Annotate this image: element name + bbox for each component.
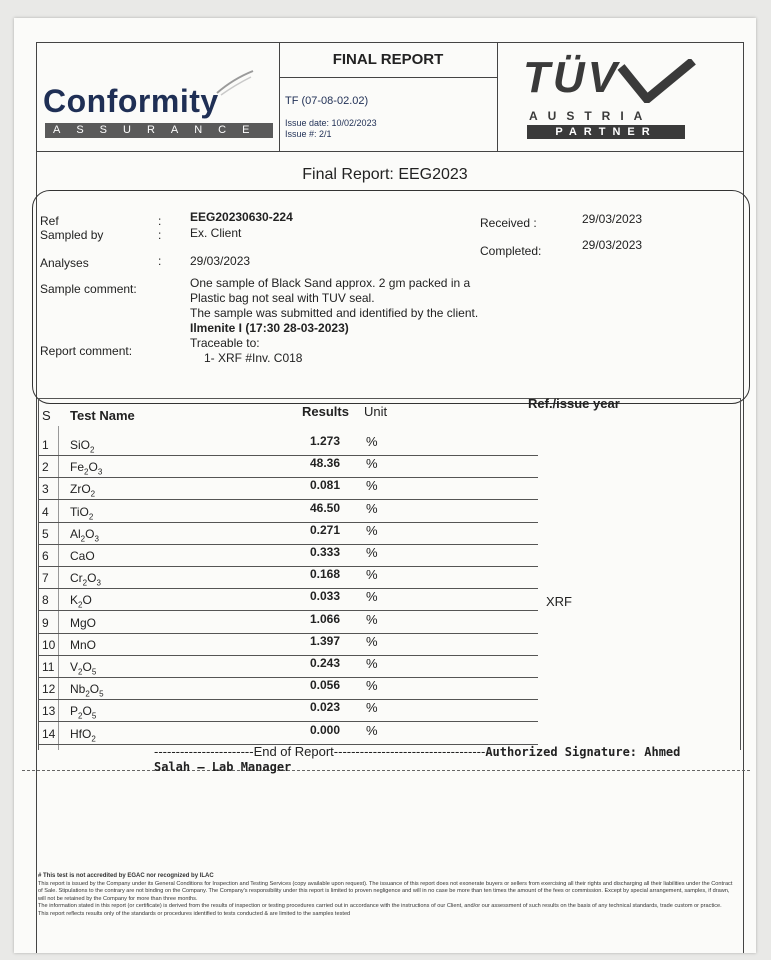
test-name: $Nb_2O_5$ [70, 682, 104, 699]
sample-comment-line: One sample of Black Sand approx. 2 gm packed in a [190, 276, 471, 290]
sampled-label: Sampled by [40, 228, 104, 242]
result-value: 1.397 [310, 633, 341, 648]
row-number: 11 [42, 660, 55, 674]
row-rule [38, 721, 538, 722]
result-value: 0.271 [310, 522, 341, 537]
result-unit: % [366, 656, 378, 671]
company-tagline: ASSURANCE [45, 123, 273, 138]
end-of-report-text: -----------------------End of Report----------------------------------- [154, 744, 486, 759]
result-value: 0.000 [310, 722, 341, 737]
issue-number: Issue #: 2/1 [285, 129, 332, 139]
col-header-ref: Ref./issue year [528, 396, 620, 411]
result-unit: % [366, 434, 378, 449]
row-number: 3 [42, 482, 49, 497]
colon: : [158, 214, 162, 228]
report-title: Final Report: EEG2023 [302, 166, 468, 183]
issue-date: Issue date: 10/02/2023 [285, 118, 377, 128]
row-rule [38, 499, 538, 500]
test-name: $V_2O_5$ [70, 660, 97, 677]
sample-comment-label: Sample comment: [40, 282, 137, 296]
signature: Authorized Signature: Ahmed Salah – Lab Manager [154, 745, 681, 774]
result-value: 0.033 [310, 589, 341, 604]
test-name: $K_2O$ [70, 593, 92, 610]
result-value: 0.168 [310, 567, 341, 582]
company-logo-block [37, 43, 280, 151]
report-meta-block [279, 43, 498, 151]
result-value: 0.333 [310, 545, 341, 559]
row-rule [38, 588, 538, 589]
accreditation-note: # This test is not accredited by EGAC nor recognized by ILAC [38, 873, 214, 879]
sample-comment-line: The sample was submitted and identified by the client. [190, 306, 479, 320]
result-unit: % [366, 478, 378, 494]
row-number: 8 [42, 593, 49, 608]
footer-paragraph: This report reflects results only of the standards or procedures identified to tests conducted & are limited to the samples tested [38, 910, 351, 917]
report-type: FINAL REPORT [279, 43, 497, 78]
sampled-value: Ex. Client [190, 226, 242, 240]
received-label: Received : [480, 216, 537, 230]
footer-paragraph: This report is issued by the Company under its General Conditions for Inspection and Testing Services (copy available upon request). The issuance of this report does not exonerate buyers or sellers from exercising all their rights and discharging all their liabilities under the Contract of Sale. Stipulations to the contrary are not binding on the Company. The Company's responsibility under this report is limited to proven negligence and will in no case be more than ten times the amount of the fees or commission. Except by special arrangement, samples, if drawn, will not be retained by the Company for more than three months. [38, 880, 733, 902]
row-rule [38, 544, 538, 545]
table-top-rule [38, 398, 740, 399]
row-number: 13 [42, 704, 56, 719]
report-page [14, 18, 756, 953]
row-number: 1 [42, 438, 49, 452]
row-number: 4 [42, 504, 49, 519]
test-name: TiO$_2$ [70, 504, 94, 521]
completed-label: Completed: [480, 244, 542, 258]
result-unit: % [366, 722, 378, 738]
row-rule [38, 477, 538, 478]
test-name: CaO [70, 549, 95, 563]
row-number: 7 [42, 571, 49, 586]
test-name: MnO [70, 637, 97, 652]
colon: : [158, 254, 162, 268]
result-unit: % [366, 589, 378, 605]
col-header-test: Test Name [70, 408, 135, 423]
col-header-s: S [42, 408, 51, 423]
partner-check-icon [617, 59, 697, 103]
partner-logo: TÜV [523, 53, 620, 102]
result-unit: % [366, 567, 378, 583]
row-rule [38, 677, 538, 678]
result-unit: % [366, 633, 378, 649]
report-header [37, 43, 743, 152]
form-code: TF (07-08-02.02) [285, 95, 369, 107]
result-value: 0.023 [310, 700, 341, 715]
test-name: SiO$_2$ [70, 438, 95, 455]
table-border [740, 398, 741, 750]
sample-comment [190, 276, 478, 366]
result-value: 1.273 [310, 434, 341, 448]
company-logo: Conformity [43, 83, 219, 119]
traceable-item: 1- XRF #Inv. C018 [204, 351, 303, 365]
result-unit: % [366, 611, 378, 627]
row-rule [38, 455, 538, 456]
result-value: 0.081 [310, 478, 341, 493]
result-unit: % [366, 522, 378, 538]
col-header-results: Results [302, 404, 349, 419]
test-name: MgO [70, 615, 97, 630]
test-name: $Fe_2O_3$ [70, 460, 103, 477]
col-header-unit: Unit [364, 404, 388, 419]
issue-info [285, 118, 377, 140]
result-unit: % [366, 678, 378, 694]
row-number: 9 [42, 615, 49, 630]
result-unit: % [366, 700, 378, 716]
completed-value: 29/03/2023 [582, 238, 643, 252]
partner-country: AUSTRIA [529, 109, 653, 123]
row-rule [38, 699, 538, 700]
legal-footer [38, 873, 738, 919]
row-number: 12 [42, 682, 56, 697]
traceable: Traceable to: [190, 336, 260, 350]
test-name: HfO$_2$ [70, 726, 96, 743]
result-value: 0.056 [310, 678, 341, 693]
row-rule [38, 633, 538, 634]
test-name: $P_2O_5$ [70, 704, 97, 721]
test-name: ZrO$_2$ [70, 482, 96, 499]
result-value: 48.36 [310, 456, 341, 471]
analyses-value: 29/03/2023 [190, 254, 251, 268]
ref-label: Ref [40, 214, 59, 228]
sample-comment-line: Plastic bag not seal with TUV seal. [190, 291, 375, 305]
sample-id: Ilmenite I (17:30 28-03-2023) [190, 321, 349, 335]
result-unit: % [366, 456, 378, 472]
row-rule [38, 522, 538, 523]
result-value: 0.243 [310, 656, 341, 670]
partner-word: PARTNER [527, 125, 685, 139]
row-number: 14 [42, 726, 56, 741]
row-number: 6 [42, 549, 49, 563]
row-rule [38, 655, 538, 656]
table-border [38, 398, 39, 750]
row-number: 10 [42, 637, 56, 652]
method-label: XRF [546, 594, 572, 609]
analyses-label: Analyses [40, 256, 89, 270]
result-value: 46.50 [310, 500, 341, 515]
result-unit: % [366, 500, 378, 516]
row-number: 2 [42, 460, 49, 475]
row-number: 5 [42, 526, 49, 541]
sample-info [40, 210, 740, 394]
end-of-report [154, 744, 714, 774]
colon: : [158, 228, 162, 242]
footer-paragraph: The information stated in this report (or certificate) is derived from the results of inspection or testing procedures carried out in accordance with the instructions of our Client, and/or our assessment of such results on the basis of any technical standards, trade custom or practice. [38, 903, 722, 910]
report-comment-label: Report comment: [40, 344, 133, 358]
partner-logo-block [497, 43, 743, 151]
received-value: 29/03/2023 [582, 212, 643, 226]
row-rule [38, 566, 538, 567]
test-name: $Al_2O_3$ [70, 526, 99, 544]
test-name: $Cr_2O_3$ [70, 571, 101, 588]
result-unit: % [366, 545, 378, 560]
ref-value: EEG20230630-224 [190, 210, 293, 224]
result-value: 1.066 [310, 611, 341, 626]
logo-swoosh-icon [215, 69, 255, 99]
row-rule [38, 610, 538, 611]
